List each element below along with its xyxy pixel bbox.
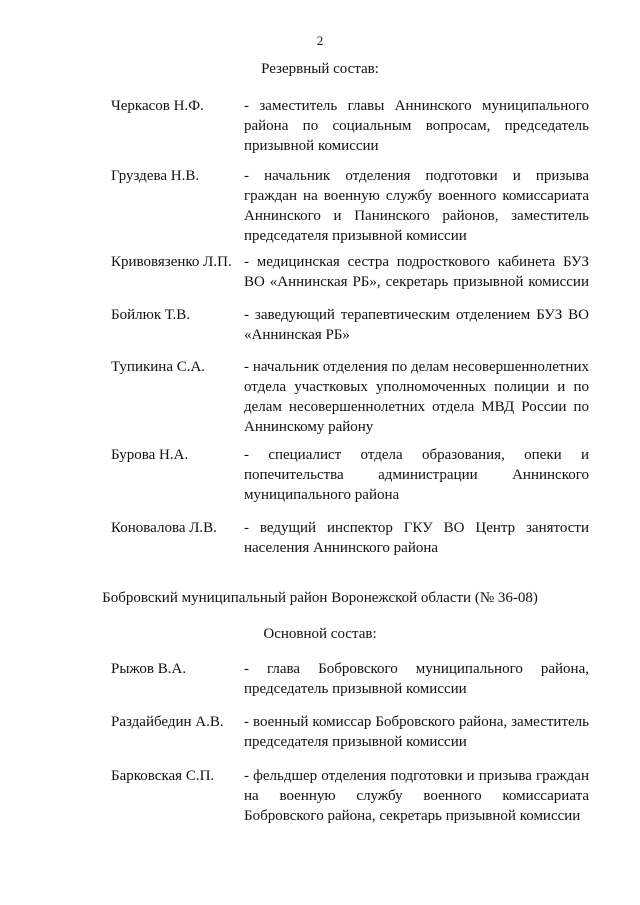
role-line: населения Аннинского района (244, 540, 439, 556)
role-line: - специалист отдела образования, опеки и (244, 447, 589, 463)
member-role (244, 766, 589, 826)
member-name: Раздайбедин А.В. (111, 714, 224, 730)
role-line: - глава Бобровского муниципального района, (244, 661, 589, 677)
role-line: Аннинскому району (244, 419, 374, 435)
role-line: - заместитель главы Аннинского муниципального (244, 98, 589, 114)
role-line: «Аннинская РБ» (244, 327, 350, 343)
member-name: Барковская С.П. (111, 768, 215, 784)
role-line: председателя призывной комиссии (244, 228, 467, 244)
member-name: Груздева Н.В. (111, 168, 200, 184)
member-name: Бурова Н.А. (111, 447, 189, 463)
role-line: граждан на военную службу военного комиссариата (244, 188, 589, 204)
member-role (244, 96, 589, 156)
member-name: Бойлюк Т.В. (111, 307, 191, 323)
role-line: - фельдшер отделения подготовки и призыва граждан (244, 768, 589, 784)
member-name: Тупикина С.А. (111, 359, 206, 375)
role-line: - ведущий инспектор ГКУ ВО Центр занятости (244, 520, 589, 536)
role-line: - медицинская сестра подросткового кабинета БУЗ (244, 254, 589, 270)
role-line: делам несовершеннолетних отдела МВД России по (244, 399, 589, 415)
role-line: председатель призывной комиссии (244, 681, 467, 697)
member-role (244, 659, 589, 699)
member-name: Черкасов Н.Ф. (111, 98, 204, 114)
role-line: на военную службу военного комиссариата (244, 788, 589, 804)
role-line: отдела участковых уполномоченных полиции и по (244, 379, 589, 395)
role-line: - начальник отделения по делам несовершеннолетних (244, 359, 589, 375)
role-line: попечительства администрации Аннинского (244, 467, 589, 483)
main-composition-heading: Основной состав: (263, 626, 377, 642)
member-name: Коновалова Л.В. (111, 520, 217, 536)
role-line: ВО «Аннинская РБ», секретарь призывной комиссии (244, 274, 589, 290)
role-line: Аннинского и Панинского районов, заместитель (244, 208, 589, 224)
reserve-heading: Резервный состав: (261, 61, 379, 77)
member-role (244, 445, 589, 505)
member-role (244, 252, 589, 292)
member-role (244, 712, 589, 752)
role-line: - начальник отделения подготовки и призыва (244, 168, 589, 184)
member-role (244, 305, 589, 345)
role-line: - заведующий терапевтическим отделением БУЗ ВО (244, 307, 589, 323)
member-name: Кривовязенко Л.П. (111, 254, 232, 270)
member-role (244, 357, 589, 437)
role-line: Бобровского района, секретарь призывной комиссии (244, 808, 581, 824)
district-title: Бобровский муниципальный район Воронежской области (№ 36-08) (102, 590, 538, 606)
role-line: района по социальным вопросам, председатель (244, 118, 589, 134)
member-name: Рыжов В.А. (111, 661, 187, 677)
role-line: председателя призывной комиссии (244, 734, 467, 750)
page-number: 2 (316, 33, 324, 48)
role-line: - военный комиссар Бобровского района, заместитель (244, 714, 589, 730)
role-line: призывной комиссии (244, 138, 379, 154)
member-role (244, 166, 589, 246)
role-line: муниципального района (244, 487, 400, 503)
member-role (244, 518, 589, 558)
